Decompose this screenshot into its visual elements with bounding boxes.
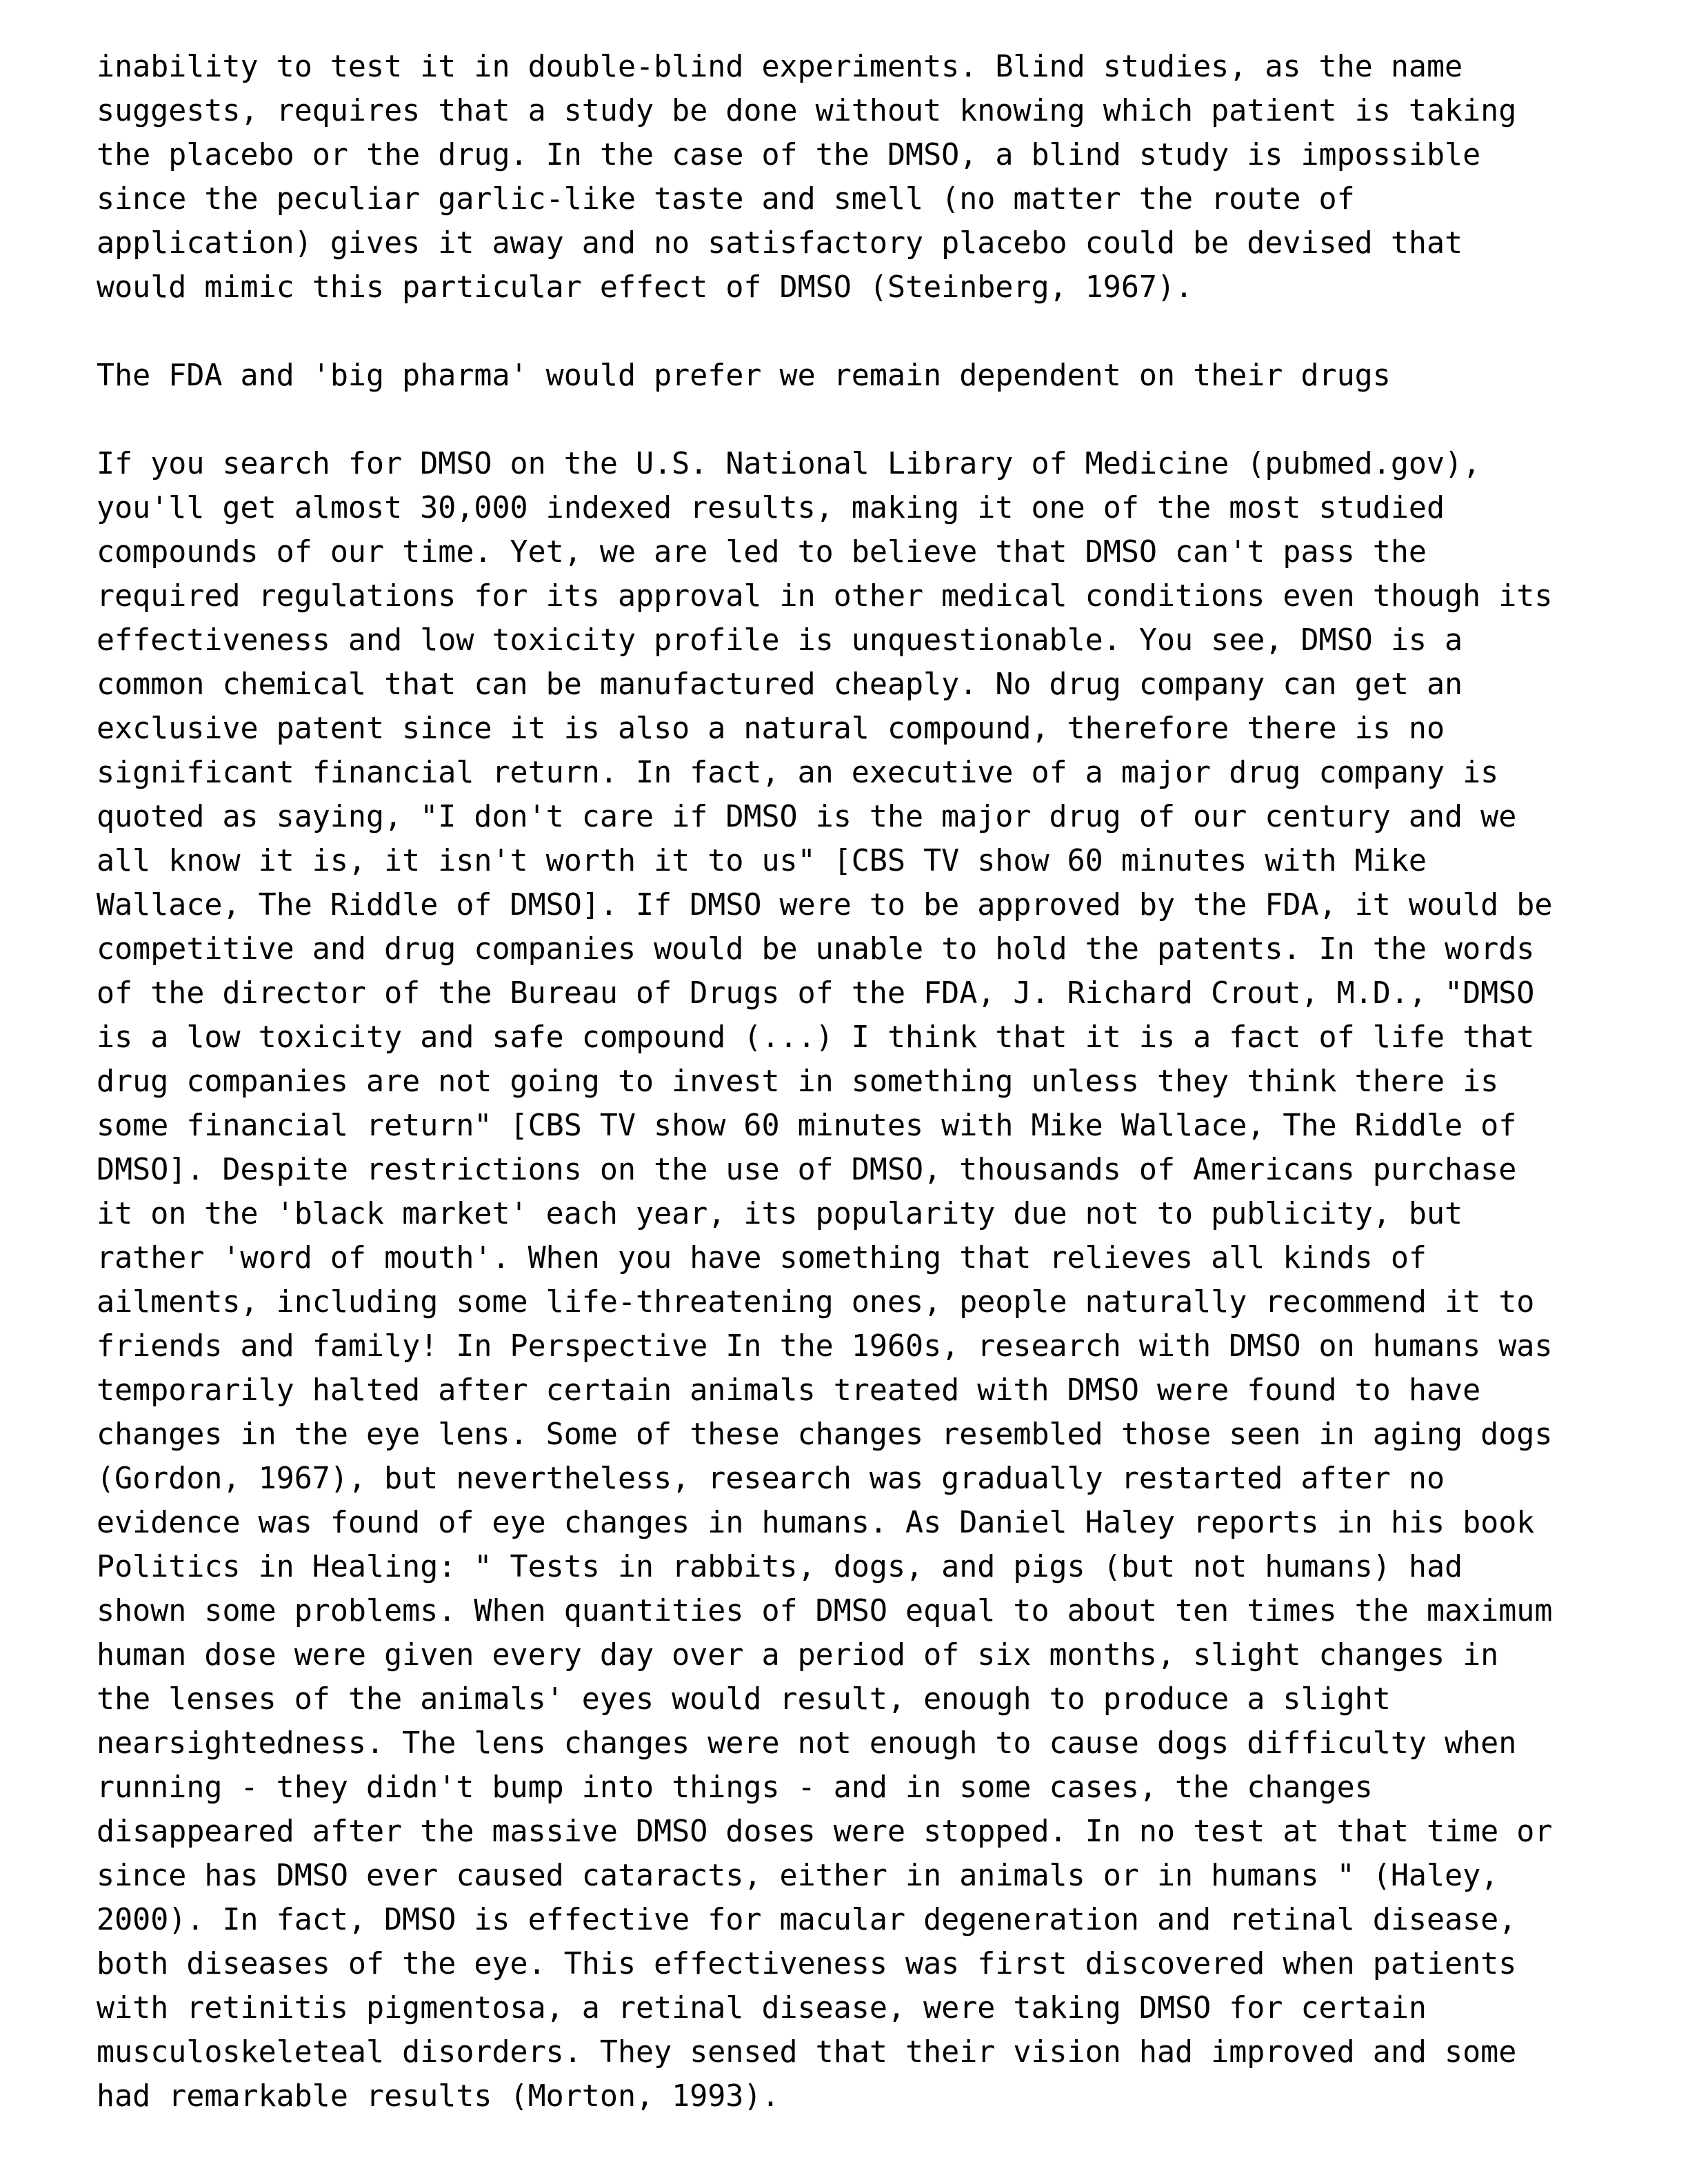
text-line: drug companies are not going to invest in something unless they think there is bbox=[97, 1064, 1499, 1099]
text-line: effectiveness and low toxicity profile is unquestionable. You see, DMSO is a bbox=[97, 623, 1463, 658]
text-line: the lenses of the animals' eyes would result, enough to produce a slight bbox=[97, 1682, 1391, 1717]
text-line: DMSO]. Despite restrictions on the use of DMSO, thousands of Americans purchase bbox=[97, 1153, 1517, 1187]
paragraph-dmso-research bbox=[97, 442, 1660, 2119]
text-line: musculoskeleteal disorders. They sensed that their vision had improved and some bbox=[97, 2035, 1517, 2070]
text-line: ailments, including some life-threatening ones, people naturally recommend it to bbox=[97, 1285, 1535, 1320]
text-line: temporarily halted after certain animals treated with DMSO were found to have bbox=[97, 1373, 1481, 1408]
text-line: human dose were given every day over a period of six months, slight changes in bbox=[97, 1638, 1499, 1672]
text-line: exclusive patent since it is also a natural compound, therefore there is no bbox=[97, 711, 1445, 746]
text-line: some financial return" [CBS TV show 60 minutes with Mike Wallace, The Riddle of bbox=[97, 1109, 1517, 1143]
text-line: friends and family! In Perspective In the 1960s, research with DMSO on humans was bbox=[97, 1329, 1553, 1364]
text-line: evidence was found of eye changes in humans. As Daniel Haley reports in his book bbox=[97, 1506, 1535, 1540]
text-line: would mimic this particular effect of DMSO (Steinberg, 1967). bbox=[97, 270, 1194, 305]
text-line: all know it is, it isn't worth it to us" [CBS TV show 60 minutes with Mike bbox=[97, 844, 1427, 878]
text-line: since has DMSO ever caused cataracts, either in animals or in humans " (Haley, bbox=[97, 1859, 1499, 1893]
text-line: had remarkable results (Morton, 1993). bbox=[97, 2079, 780, 2114]
text-line: it on the 'black market' each year, its popularity due not to publicity, but bbox=[97, 1197, 1463, 1231]
text-line: competitive and drug companies would be unable to hold the patents. In the words bbox=[97, 932, 1535, 967]
text-line: changes in the eye lens. Some of these changes resembled those seen in aging dogs bbox=[97, 1417, 1553, 1452]
paragraph-blind-studies bbox=[97, 45, 1660, 310]
text-line: Politics in Healing: " Tests in rabbits, dogs, and pigs (but not humans) had bbox=[97, 1550, 1463, 1584]
text-line: (Gordon, 1967), but nevertheless, research was gradually restarted after no bbox=[97, 1462, 1445, 1496]
text-line: compounds of our time. Yet, we are led to believe that DMSO can't pass the bbox=[97, 535, 1427, 569]
text-line: since the peculiar garlic-like taste and smell (no matter the route of bbox=[97, 182, 1355, 216]
text-line: disappeared after the massive DMSO doses were stopped. In no test at that time or bbox=[97, 1814, 1553, 1849]
text-line: significant financial return. In fact, an executive of a major drug company is bbox=[97, 756, 1499, 790]
text-line: common chemical that can be manufactured cheaply. No drug company can get an bbox=[97, 667, 1463, 702]
text-line: running - they didn't bump into things - and in some cases, the changes bbox=[97, 1770, 1373, 1805]
text-line: application) gives it away and no satisfactory placebo could be devised that bbox=[97, 226, 1463, 261]
text-line: nearsightedness. The lens changes were not enough to cause dogs difficulty when bbox=[97, 1726, 1517, 1761]
text-line: with retinitis pigmentosa, a retinal disease, were taking DMSO for certain bbox=[97, 1991, 1427, 2025]
text-line: of the director of the Bureau of Drugs of the FDA, J. Richard Crout, M.D., "DMSO bbox=[97, 976, 1535, 1011]
text-line: shown some problems. When quantities of DMSO equal to about ten times the maximum bbox=[97, 1594, 1553, 1628]
text-line: quoted as saying, "I don't care if DMSO is the major drug of our century and we bbox=[97, 800, 1517, 834]
text-line: Wallace, The Riddle of DMSO]. If DMSO were to be approved by the FDA, it would be bbox=[97, 888, 1553, 922]
text-line: inability to test it in double-blind experiments. Blind studies, as the name bbox=[97, 50, 1463, 84]
text-line: you'll get almost 30,000 indexed results, making it one of the most studied bbox=[97, 491, 1445, 525]
text-line: both diseases of the eye. This effectiveness was first discovered when patients bbox=[97, 1947, 1517, 1981]
text-line: The FDA and 'big pharma' would prefer we remain dependent on their drugs bbox=[97, 358, 1391, 393]
text-line: is a low toxicity and safe compound (...) I think that it is a fact of life that bbox=[97, 1020, 1535, 1055]
text-line: suggests, requires that a study be done without knowing which patient is taking bbox=[97, 94, 1517, 128]
text-line: the placebo or the drug. In the case of the DMSO, a blind study is impossible bbox=[97, 138, 1481, 172]
text-line: rather 'word of mouth'. When you have something that relieves all kinds of bbox=[97, 1241, 1427, 1275]
paragraph-fda-big-pharma-heading bbox=[97, 354, 1660, 398]
text-line: 2000). In fact, DMSO is effective for macular degeneration and retinal disease, bbox=[97, 1903, 1517, 1937]
text-line: required regulations for its approval in other medical conditions even though its bbox=[97, 579, 1553, 614]
text-line: If you search for DMSO on the U.S. National Library of Medicine (pubmed.gov), bbox=[97, 447, 1481, 481]
